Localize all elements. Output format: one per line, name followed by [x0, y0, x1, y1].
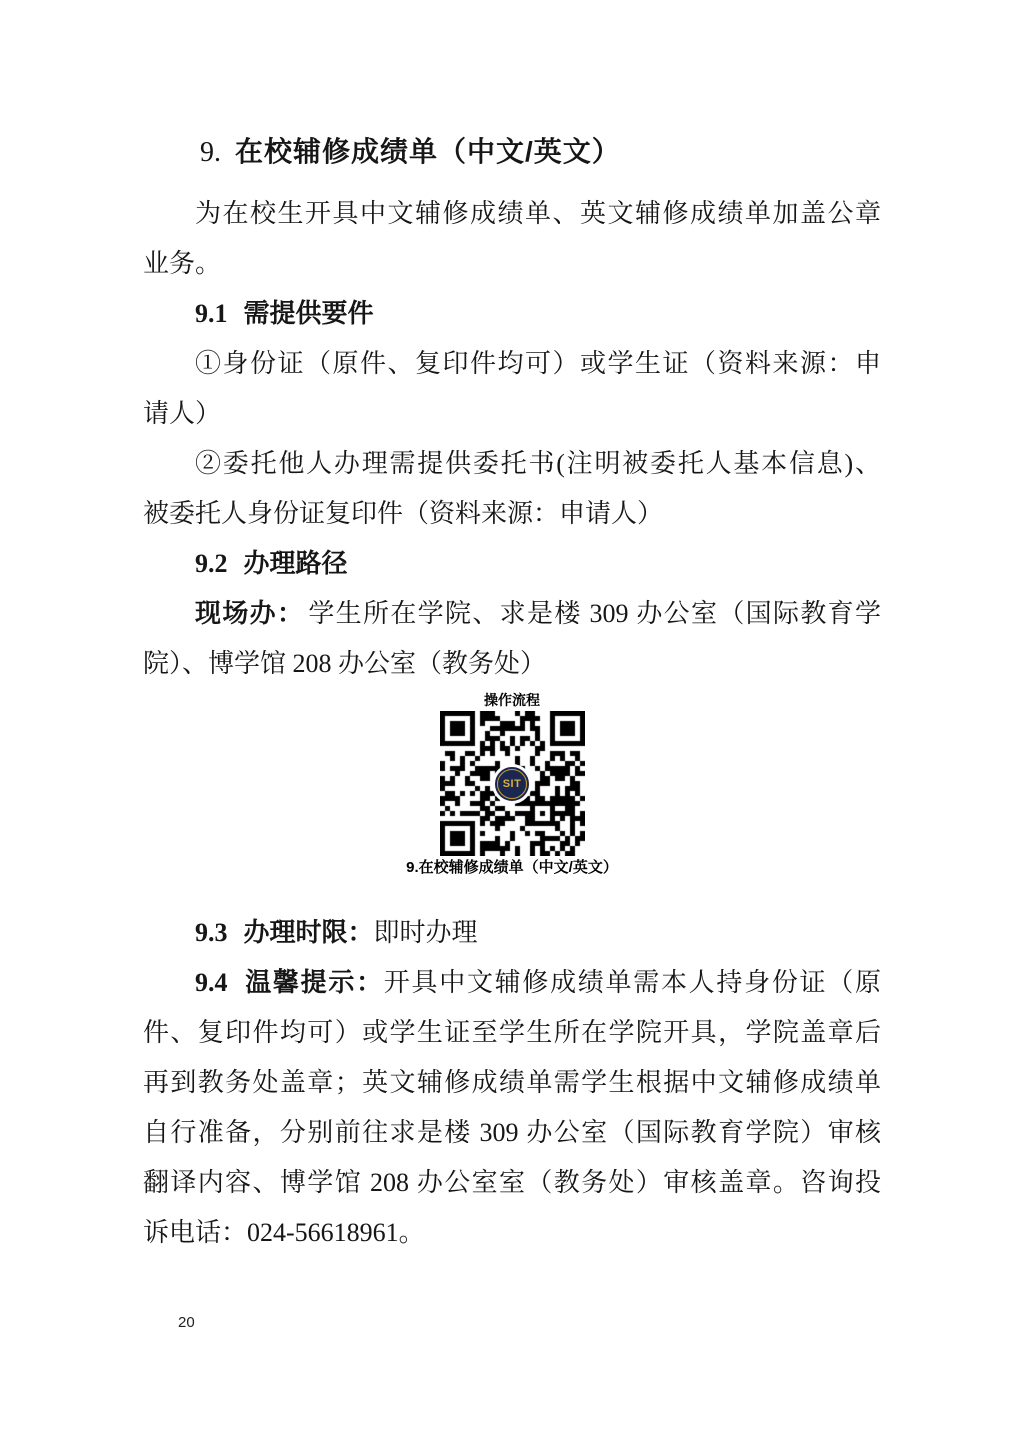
- section-9-2: [143, 539, 881, 689]
- heading-9-2-text: 办理路径: [243, 549, 348, 578]
- intro-line-2: 业务。: [143, 249, 222, 278]
- item2-line-2: 被委托人身份证复印件（资料来源：申请人）: [143, 499, 664, 528]
- heading-9-1-number: 9.1: [195, 299, 228, 328]
- heading-9-3-number: 9.3: [195, 918, 228, 947]
- item2-line-1: ②委托他人办理需提供委托书(注明被委托人基本信息)、: [195, 449, 881, 478]
- section-number: 9.: [200, 137, 221, 168]
- intro-line-1: 为在校生开具中文辅修成绩单、英文辅修成绩单加盖公章: [195, 199, 881, 228]
- item1-line-2: 请人）: [143, 399, 222, 428]
- line-9-4-1-text: 开具中文辅修成绩单需本人持身份证（原: [383, 968, 881, 997]
- heading-9-2-number: 9.2: [195, 549, 228, 578]
- section-9-1: [143, 289, 881, 539]
- content-column: [143, 0, 881, 1258]
- line-9-4-4: 自行准备，分别前往求是楼 309 办公室（国际教育学院）审核: [143, 1118, 881, 1147]
- qr-caption: 9.在校辅修成绩单（中文/英文）: [406, 859, 618, 876]
- university-logo-text: SIT: [502, 777, 522, 790]
- university-logo: [492, 764, 532, 804]
- heading-9-3-label: 办理时限：: [243, 918, 374, 947]
- route-lead: 现场办：: [195, 599, 305, 628]
- line-9-3: [143, 908, 881, 958]
- section-title-text: 在校辅修成绩单（中文/英文）: [235, 136, 621, 167]
- route-line-1-text: 学生所在学院、求是楼 309 办公室（国际教育学: [308, 599, 881, 628]
- heading-9-2: [143, 539, 881, 589]
- item1-line-1: ①身份证（原件、复印件均可）或学生证（资料来源：申: [195, 349, 881, 378]
- qr-wrapper: [440, 711, 585, 856]
- route-line-1: [143, 589, 881, 639]
- line-9-4-5: 翻译内容、博学馆 208 办公室室（教务处）审核盖章。咨询投: [143, 1168, 881, 1197]
- section-title: [143, 134, 881, 171]
- heading-9-4-number: 9.4: [195, 968, 228, 997]
- qr-section: [143, 689, 881, 880]
- heading-9-1-text: 需提供要件: [243, 299, 374, 328]
- route-line-2: 院）、博学馆 208 办公室（教务处）: [143, 649, 547, 678]
- value-9-3: 即时办理: [373, 918, 478, 947]
- university-logo-ring: [497, 769, 527, 799]
- section-9-3-9-4: [143, 908, 881, 1258]
- line-9-4-6: 诉电话：024-56618961。: [143, 1218, 425, 1247]
- line-9-4-2: 件、复印件均可）或学生证至学生所在学院开具，学院盖章后: [143, 1018, 881, 1047]
- heading-9-1: [143, 289, 881, 339]
- line-9-4-1: [143, 958, 881, 1008]
- page-number: 20: [178, 1314, 195, 1331]
- line-9-4-3: 再到教务处盖章；英文辅修成绩单需学生根据中文辅修成绩单: [143, 1068, 881, 1097]
- qr-label: 操作流程: [484, 692, 540, 708]
- heading-9-4-label: 温馨提示：: [243, 968, 384, 997]
- intro-paragraph: [143, 189, 881, 289]
